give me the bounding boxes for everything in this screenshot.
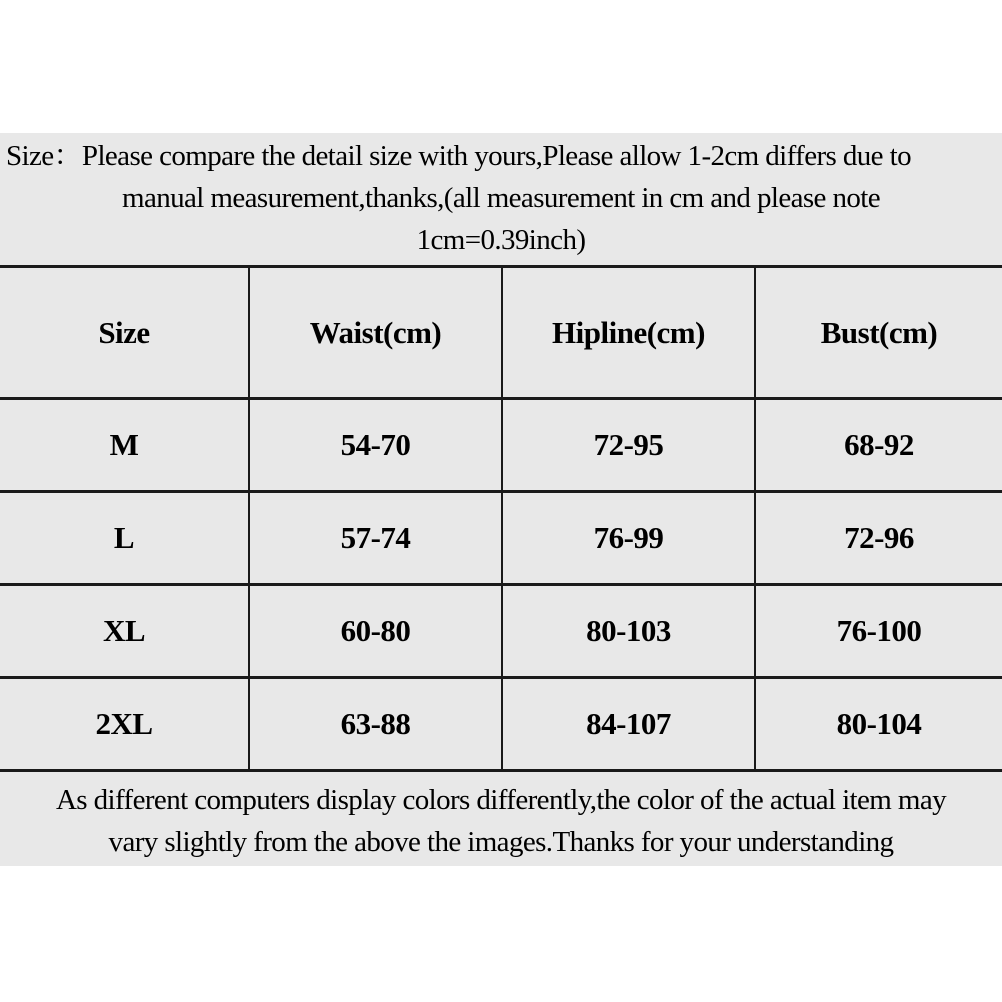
table-cell-waist: 63-88 [340,706,411,741]
table-cell-bust: 80-104 [836,706,922,741]
table-cell-waist: 57-74 [340,520,411,555]
table-cell-size: 2XL [95,706,153,741]
table-cell-hipline: 84-107 [586,706,671,741]
table-cell-hipline: 80-103 [586,613,671,648]
size-note [0,133,1002,265]
disclaimer-line-1: As different computers display colors differently,the color of the actual item may [55,784,947,816]
size-chart [0,133,1002,866]
table-cell-size: XL [102,613,146,648]
disclaimer-line-2: vary slightly from the above the images.Thanks for your understanding [108,826,894,858]
table-cell-bust: 76-100 [836,613,922,648]
table-cell-hipline: 76-99 [593,520,664,555]
size-note-line-2: manual measurement,thanks,(all measurement in cm and please note [121,182,880,214]
table-cell-size: M [109,427,139,462]
table-cell-size: L [113,520,135,555]
table-cell-waist: 60-80 [340,613,411,648]
color-disclaimer [0,772,1002,866]
table-cell-bust: 72-96 [844,520,914,555]
header-hipline: Hipline(cm) [552,314,705,350]
size-note-line-1: Size：Please compare the detail size with yours,Please allow 1-2cm differs due to [6,140,911,172]
header-size: Size [98,314,150,350]
table-cell-hipline: 72-95 [593,427,664,462]
size-note-line-3: 1cm=0.39inch) [416,224,586,256]
header-waist: Waist(cm) [309,314,442,350]
header-bust: Bust(cm) [820,314,938,350]
table-cell-waist: 54-70 [340,427,411,462]
table-cell-bust: 68-92 [844,427,914,462]
